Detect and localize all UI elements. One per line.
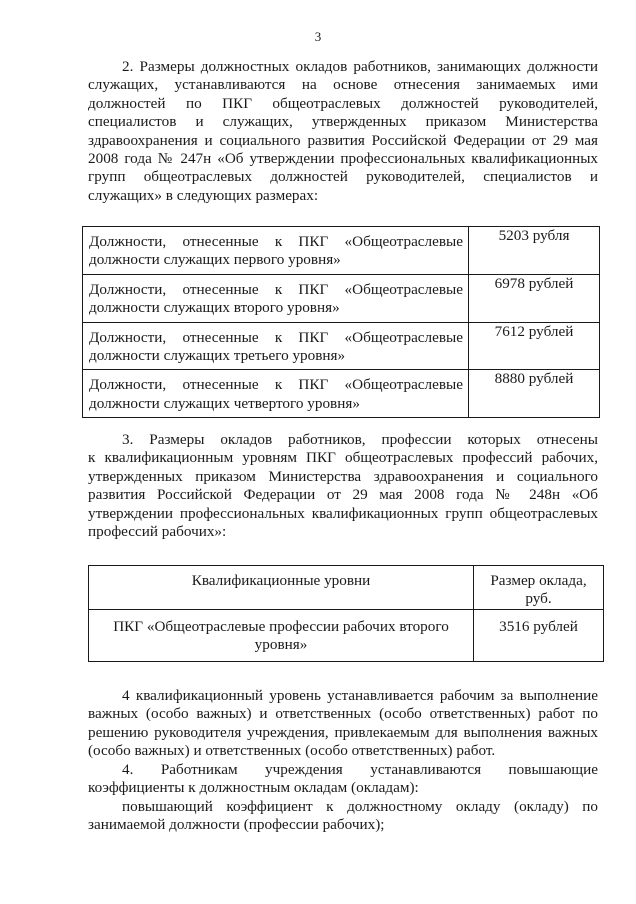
- text-line: (особо важных) и ответственных (особо ответственных) работ.: [88, 742, 496, 760]
- cell-line: должности служащих третьего уровня»: [89, 347, 346, 365]
- table-cell-value: 6978 рублей: [469, 274, 600, 322]
- cell-line: уровня»: [254, 636, 308, 654]
- table-cell-description: [83, 227, 469, 275]
- table-row: [83, 370, 600, 418]
- text-line: служащих» в следующих размерах:: [88, 186, 319, 204]
- table-cell-description: [83, 370, 469, 418]
- table-cell-value: 8880 рублей: [469, 370, 600, 418]
- table-row: [83, 227, 600, 275]
- salary-table-workers: [88, 565, 604, 662]
- table-header-salary: [474, 566, 604, 610]
- text-line: специалистов и служащих, утвержденных приказом Министерства: [88, 113, 598, 131]
- table-cell-description: [83, 274, 469, 322]
- page-number: 3: [314, 29, 322, 44]
- cell-line: Должности, отнесенные к ПКГ «Общеотраслевые: [89, 280, 463, 298]
- coefficient-paragraph: [88, 798, 598, 835]
- section-2-paragraph: [88, 58, 598, 205]
- cell-line: ПКГ «Общеотраслевые профессии рабочих второго: [113, 618, 449, 635]
- text-line: служащих, устанавливаются на основе отнесения занимаемых ими: [88, 76, 598, 94]
- cell-line: Должности, отнесенные к ПКГ «Общеотраслевые: [89, 328, 463, 346]
- text-line: 2. Размеры должностных окладов работников, занимающих должности: [122, 58, 598, 75]
- cell-line: Должности, отнесенные к ПКГ «Общеотраслевые: [89, 233, 463, 250]
- text-line: к квалификационным уровням ПКГ общеотраслевых профессий рабочих,: [88, 449, 598, 467]
- text-line: 4. Работникам учреждения устанавливаются повышающие: [122, 761, 598, 778]
- salary-table-positions: [82, 226, 600, 418]
- text-line: должностей по ПКГ общеотраслевых должностей руководителей,: [88, 94, 598, 112]
- text-line: 4 квалификационный уровень устанавливается рабочим за выполнение: [122, 687, 598, 704]
- text-line: утверждении профессиональных квалификационных групп общеотраслевых: [88, 504, 598, 522]
- cell-line: Должности, отнесенные к ПКГ «Общеотраслевые: [89, 376, 463, 394]
- table-cell-description: [89, 610, 474, 662]
- text-line: профессий рабочих»:: [88, 523, 227, 541]
- text-line: важных (особо важных) и ответственных (особо ответственных) работ по: [88, 705, 598, 723]
- section-4-level-paragraph: [88, 687, 598, 761]
- text-line: 3. Размеры окладов работников, профессии которых отнесены: [122, 431, 598, 448]
- text-line: решению руководителя учреждения, привлекаемым для выполнения важных: [88, 723, 598, 741]
- section-3-paragraph: [88, 431, 598, 541]
- header-line: Размер оклада,: [490, 572, 587, 589]
- table-header-qualification-levels: Квалификационные уровни: [89, 566, 474, 610]
- table-row: [83, 274, 600, 322]
- table-cell-description: [83, 322, 469, 370]
- table-row: [89, 610, 604, 662]
- text-line: здравоохранения и социального развития Российской Федерации от 29 мая: [88, 131, 598, 149]
- text-line: развития Российской Федерации от 29 мая 2008 года № 248н «Об: [88, 486, 598, 504]
- text-line: повышающий коэффициент к должностному окладу (окладу) по: [122, 798, 598, 815]
- table-header-row: [89, 566, 604, 610]
- cell-line: должности служащих первого уровня»: [89, 251, 341, 269]
- table-cell-value: 7612 рублей: [469, 322, 600, 370]
- table-row: [83, 322, 600, 370]
- text-line: групп общеотраслевых должностей руководителей, специалистов и: [88, 168, 598, 186]
- cell-line: должности служащих второго уровня»: [89, 299, 340, 317]
- text-line: 2008 года № 247н «Об утверждении профессиональных квалификационных: [88, 150, 598, 168]
- text-line: утвержденных приказом Министерства здравоохранения и социального: [88, 467, 598, 485]
- text-line: занимаемой должности (профессии рабочих);: [88, 816, 385, 834]
- cell-line: должности служащих четвертого уровня»: [89, 394, 360, 412]
- text-line: коэффициенты к должностным окладам (окладам):: [88, 779, 419, 797]
- table-cell-value: 5203 рубля: [469, 227, 600, 275]
- section-4-paragraph: [88, 761, 598, 798]
- header-line: руб.: [525, 590, 552, 608]
- table-cell-value: 3516 рублей: [474, 610, 604, 662]
